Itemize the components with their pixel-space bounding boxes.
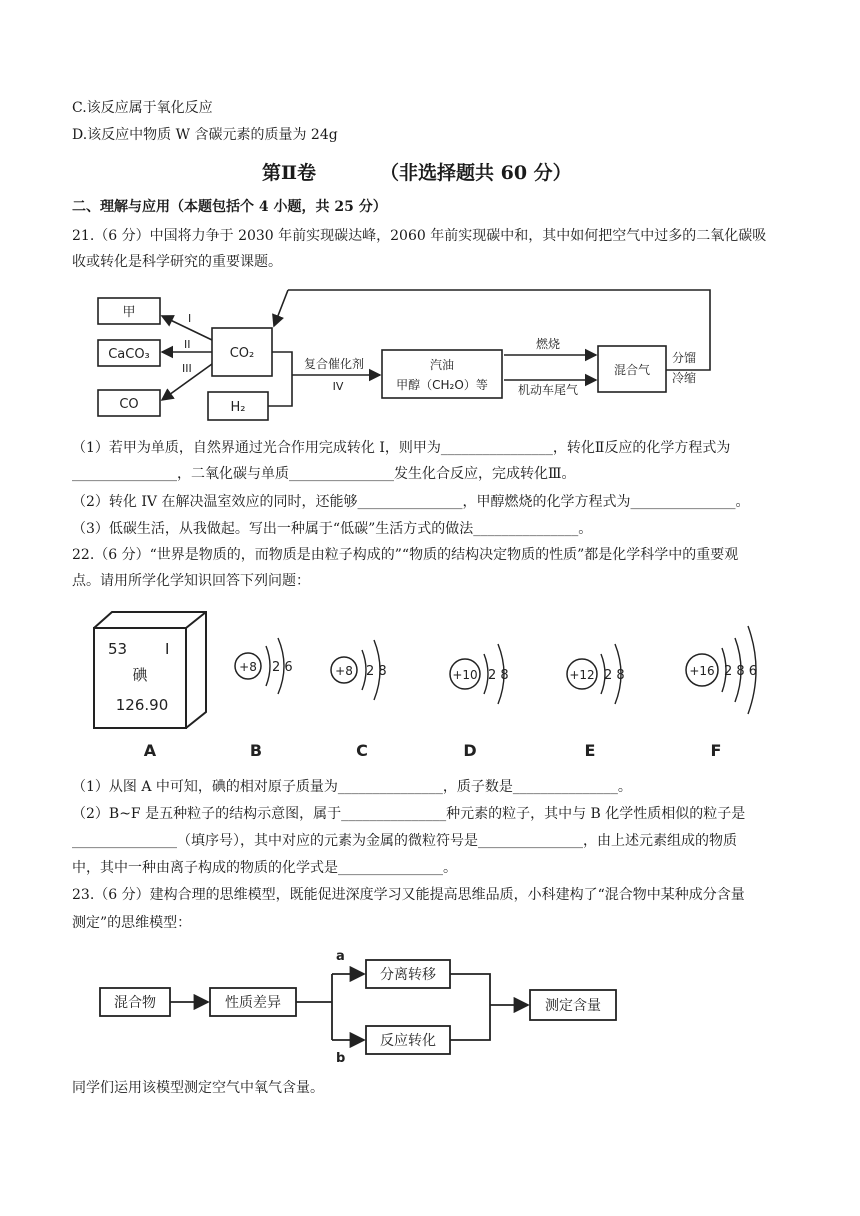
atom-c	[331, 640, 387, 700]
label-c: C	[356, 741, 368, 760]
label-exhaust: 机动车尾气	[517, 383, 579, 397]
part-heading: 二、理解与应用（本题包括个 4 小题，共 25 分）	[72, 199, 387, 215]
label-d: D	[463, 741, 477, 760]
q21-part1-cont: _______________，二氧化碳与单质_______________发生化合反应，完成转化Ⅲ。	[72, 466, 576, 482]
label-a: A	[143, 741, 157, 760]
q21-part1: （1）若甲为单质，自然界通过光合作用完成转化 I，则甲为________________，转化Ⅱ反应的化学方程式为	[72, 440, 731, 456]
atomic-structure-diagram	[0, 600, 860, 770]
q23-stem: 23.（6 分）建构合理的思维模型，既能促进深度学习又能提高思维品质，小科建构了“混合物中某种成分含量	[72, 887, 745, 903]
label-caco3: CaCO₃	[108, 347, 150, 362]
label-e: E	[584, 741, 596, 760]
atom-e-shells: 2 8	[604, 668, 625, 683]
atom-d	[450, 644, 509, 704]
atom-c-shells: 2 8	[366, 664, 387, 679]
thinking-model-diagram	[0, 940, 860, 1070]
q22-part2: （2）B~F 是五种粒子的结构示意图，属于_______________种元素的粒子，其中与 B 化学性质相似的粒子是	[72, 806, 746, 822]
label-diff: 性质差异	[225, 995, 281, 1011]
label-sep-2: 冷缩	[672, 371, 697, 385]
atom-b-shells: 2 6	[272, 660, 293, 675]
co2-conversion-diagram	[0, 0, 860, 440]
q23-stem-cont: 测定”的思维模型：	[72, 915, 192, 931]
atom-f	[686, 626, 757, 714]
label-sep-1: 分馏	[672, 351, 697, 365]
label-r4: IV	[332, 380, 344, 393]
label-burn: 燃烧	[535, 337, 561, 351]
card-number: 53	[108, 640, 128, 658]
atom-e-nucleus: +12	[569, 668, 595, 682]
card-mass: 126.90	[115, 696, 169, 714]
q21-part3: （3）低碳生活，从我做起。写出一种属于“低碳”生活方式的做法_______________。	[72, 521, 593, 537]
option-c: C.该反应属于氧化反应	[72, 100, 213, 116]
atom-b-nucleus: +8	[239, 660, 257, 674]
atom-e	[567, 644, 625, 704]
label-b: B	[249, 741, 263, 760]
atom-c-nucleus: +8	[335, 664, 353, 678]
label-sep: 分离转移	[380, 967, 436, 983]
q22-part1: （1）从图 A 中可知，碘的相对原子质量为_______________，质子数是_______________。	[72, 779, 632, 795]
q23-closing: 同学们运用该模型测定空气中氧气含量。	[72, 1080, 324, 1096]
q22-stem-cont: 点。请用所学化学知识回答下列问题：	[72, 573, 310, 589]
label-co: CO	[119, 397, 139, 412]
label-h2: H₂	[230, 400, 246, 415]
label-r1: I	[188, 312, 192, 325]
label-r2: II	[184, 338, 191, 351]
atom-f-nucleus: +16	[689, 664, 715, 678]
q22-part2-cont2: 中，其中一种由离子构成的物质的化学式是_______________。	[72, 860, 457, 876]
q21-part2: （2）转化 IV 在解决温室效应的同时，还能够_______________，甲醇燃烧的化学方程式为_______________。	[72, 494, 750, 510]
card-symbol: I	[165, 640, 170, 658]
atom-f-shells: 2 8 6	[724, 664, 758, 679]
label-product-2: 甲醇（CH₂O）等	[396, 378, 488, 392]
atom-d-shells: 2 8	[488, 668, 509, 683]
section-subtitle: （非选择题共 60 分）	[380, 162, 572, 184]
option-d: D.该反应中物质 W 含碳元素的质量为 24g	[72, 127, 338, 143]
label-mixed: 混合气	[613, 363, 651, 377]
atom-d-nucleus: +10	[452, 668, 478, 682]
label-catalyst: 复合催化剂	[303, 357, 365, 371]
q21-stem-cont: 收或转化是科学研究的重要课题。	[72, 254, 282, 270]
label-f: F	[710, 741, 722, 760]
q22-stem: 22.（6 分）“世界是物质的，而物质是由粒子构成的”“物质的结构决定物质的性质”都是化学科学中的重要观	[72, 547, 739, 563]
label-path-a: a	[336, 949, 345, 964]
q21-stem: 21.（6 分）中国将力争于 2030 年前实现碳达峰，2060 年前实现碳中和，其中如何把空气中过多的二氧化碳吸	[72, 228, 767, 244]
section-title: 第Ⅱ卷	[262, 162, 317, 184]
label-react: 反应转化	[380, 1033, 436, 1049]
card-name: 碘	[132, 666, 148, 684]
label-path-b: b	[336, 1051, 346, 1066]
atom-b	[235, 638, 293, 694]
label-jia: 甲	[122, 305, 136, 320]
label-mixture: 混合物	[114, 995, 156, 1011]
label-measure: 测定含量	[545, 998, 601, 1014]
q22-part2-cont: _______________（填序号），其中对应的元素为金属的微粒符号是_______________，由上述元素组成的物质	[72, 833, 737, 849]
label-r3: III	[182, 362, 192, 375]
label-co2: CO₂	[229, 346, 255, 361]
label-product-1: 汽油	[429, 358, 455, 372]
